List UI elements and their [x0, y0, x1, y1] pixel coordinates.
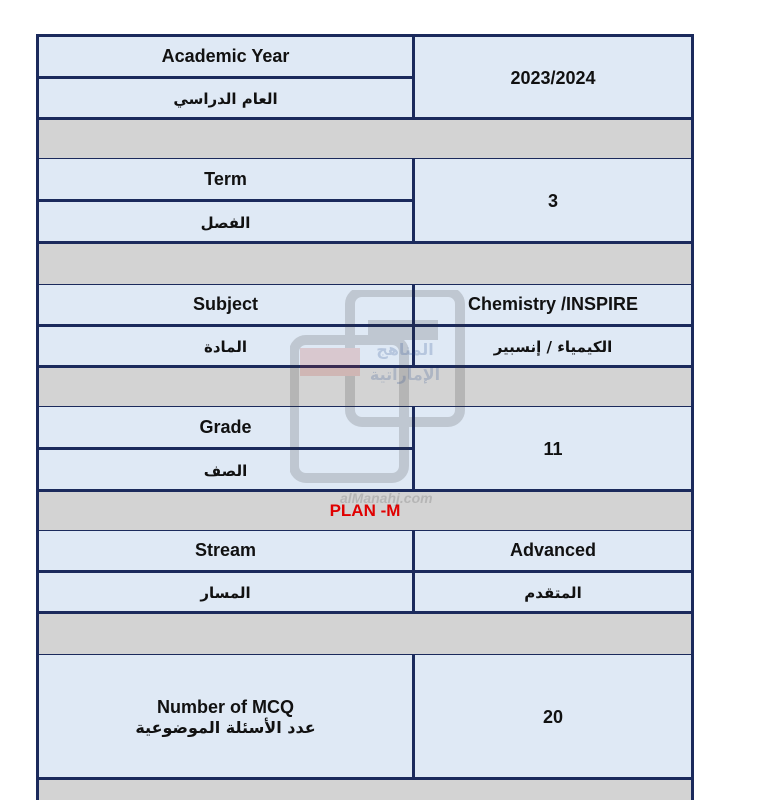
grade-value: 11 — [415, 407, 691, 491]
mcq-label-en: Number of MCQ — [157, 697, 294, 717]
plan-row — [39, 489, 691, 533]
grade-row — [39, 407, 691, 491]
academic-year-label-en: Academic Year — [39, 37, 412, 79]
subject-row — [39, 285, 691, 367]
separator-row — [39, 777, 691, 800]
academic-year-label-ar: العام الدراسي — [173, 90, 278, 108]
term-row — [39, 159, 691, 243]
academic-year-row — [39, 37, 691, 119]
separator-row — [39, 611, 691, 657]
academic-year-value: 2023/2024 — [415, 37, 691, 119]
stream-label-en: Stream — [39, 531, 412, 573]
academic-year-label-cell — [39, 37, 415, 119]
subject-value-cell — [415, 285, 691, 367]
subject-value-en: Chemistry /INSPIRE — [415, 285, 691, 327]
stream-label-cell — [39, 531, 415, 613]
watermark-text-ar-1: المناهج — [376, 340, 434, 359]
mcq-label-cell — [39, 655, 415, 779]
mcq-label-ar: عدد الأسئلة الموضوعية — [135, 718, 316, 737]
subject-label-en: Subject — [39, 285, 412, 327]
subject-label-cell — [39, 285, 415, 367]
separator-row — [39, 241, 691, 287]
plan-label: PLAN -M — [329, 501, 401, 520]
grade-label-ar: الصف — [203, 461, 248, 480]
mcq-row — [39, 655, 691, 779]
stream-value-en: Advanced — [415, 531, 691, 573]
term-label-ar: الفصل — [200, 213, 251, 232]
watermark-text-ar-2: الإماراتية — [369, 365, 441, 384]
grade-label-en: Grade — [39, 407, 412, 450]
stream-label-ar: المسار — [200, 584, 251, 602]
separator-row — [39, 365, 691, 409]
separator-row — [39, 117, 691, 161]
grade-label-cell — [39, 407, 415, 491]
term-label-cell — [39, 159, 415, 243]
stream-value-ar: المتقدم — [524, 584, 582, 602]
subject-label-ar: المادة — [204, 338, 248, 356]
mcq-value: 20 — [415, 655, 691, 779]
term-label-en: Term — [39, 159, 412, 202]
info-table — [36, 34, 694, 800]
stream-row — [39, 531, 691, 613]
stream-value-cell — [415, 531, 691, 613]
term-value: 3 — [415, 159, 691, 243]
subject-value-ar: الكيمياء / إنسبير — [493, 338, 613, 356]
